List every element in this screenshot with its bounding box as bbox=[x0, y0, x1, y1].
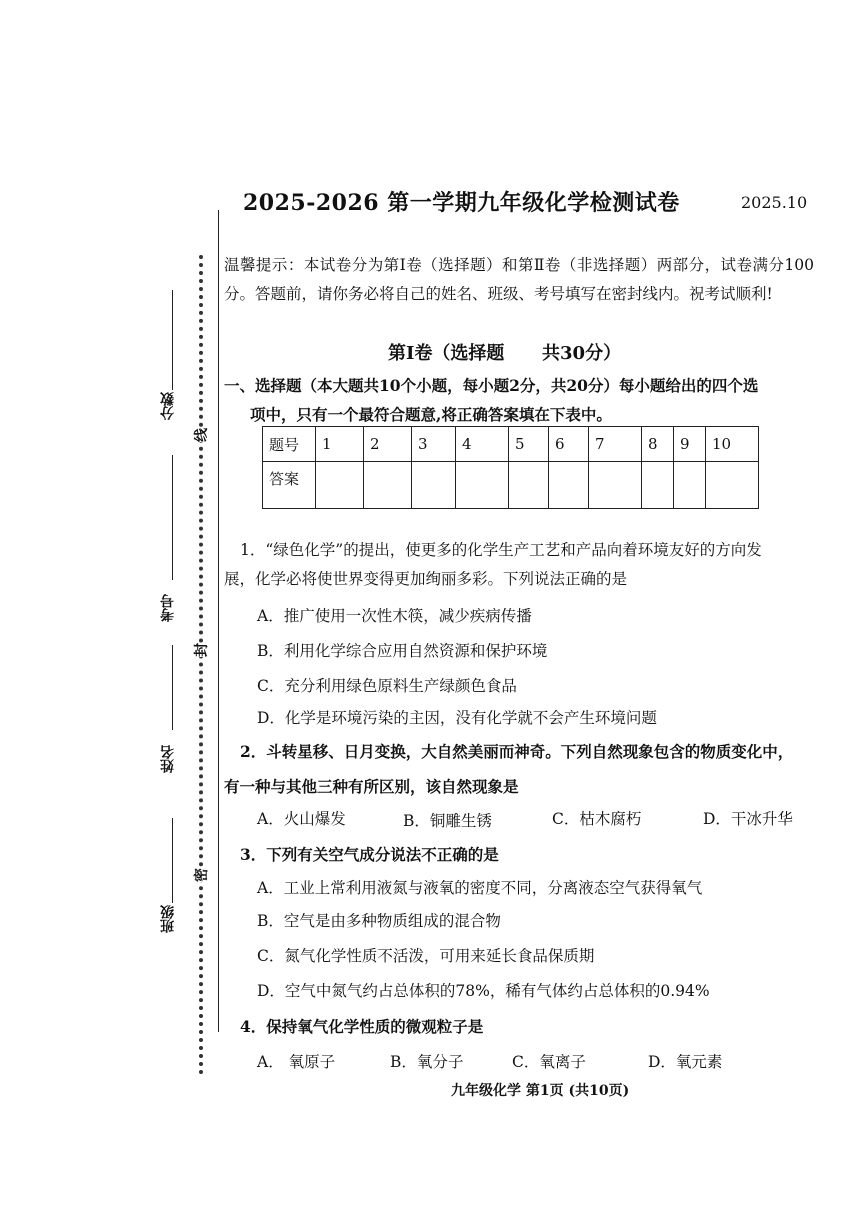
answer-cell[interactable] bbox=[509, 462, 549, 509]
score-label: 分数 bbox=[160, 392, 176, 420]
question-3-option-b: B．空气是由多种物质组成的混合物 bbox=[257, 912, 501, 930]
exam-notice: 温馨提示：本试卷分为第Ⅰ卷（选择题）和第Ⅱ卷（非选择题）两部分，试卷满分100分。答题前，请你务必将自己的姓名、班级、考号填写在密封线内。祝考试顺利! bbox=[224, 256, 814, 303]
section-heading: 第Ⅰ卷（选择题 共30分） bbox=[388, 343, 622, 364]
answer-cell[interactable] bbox=[412, 462, 456, 509]
answer-cell[interactable] bbox=[549, 462, 589, 509]
question-3-option-a: A．工业上常利用液氮与液氧的密度不同，分离液态空气获得氧气 bbox=[257, 879, 703, 897]
question-2-option-d: D．干冰升华 bbox=[703, 810, 793, 828]
question-number-cell: 10 bbox=[706, 427, 759, 462]
answer-cell[interactable] bbox=[589, 462, 642, 509]
question-number-label: 题号 bbox=[263, 427, 316, 462]
name-label: 姓名 bbox=[160, 745, 176, 773]
question-number-cell: 3 bbox=[412, 427, 456, 462]
answer-cell[interactable] bbox=[364, 462, 412, 509]
question-number-cell: 8 bbox=[642, 427, 674, 462]
exam-number-blank-line bbox=[172, 455, 173, 580]
answer-cell[interactable] bbox=[674, 462, 706, 509]
answer-cell[interactable] bbox=[706, 462, 759, 509]
question-number-cell: 6 bbox=[549, 427, 589, 462]
question-number-cell: 9 bbox=[674, 427, 706, 462]
question-1-option-b: B．利用化学综合应用自然资源和保护环境 bbox=[257, 642, 548, 660]
question-number-cell: 2 bbox=[364, 427, 412, 462]
question-2-stem-line-2: 有一种与其他三种有所区别，该自然现象是 bbox=[224, 777, 519, 796]
question-1-stem-line-1: 1．“绿色化学”的提出，使更多的化学生产工艺和产品向着环境友好的方向发 bbox=[240, 541, 762, 559]
exam-number-label: 考号 bbox=[160, 594, 176, 622]
question-1-option-c: C．充分利用绿色原料生产绿颜色食品 bbox=[257, 677, 517, 695]
question-number-cell: 5 bbox=[509, 427, 549, 462]
exam-date: 2025.10 bbox=[741, 193, 808, 212]
question-2-option-a: A．火山爆发 bbox=[257, 810, 346, 828]
exam-title: 2025-2026 第一学期九年级化学检测试卷 bbox=[243, 190, 680, 216]
question-1-option-d: D．化学是环境污染的主因，没有化学就不会产生环境问题 bbox=[257, 709, 657, 727]
answer-cell[interactable] bbox=[316, 462, 364, 509]
seal-char-xian: 线 bbox=[191, 428, 211, 442]
page-footer: 九年级化学 第1页 (共10页) bbox=[451, 1083, 630, 1099]
question-3-option-c: C．氮气化学性质不活泼，可用来延长食品保质期 bbox=[257, 947, 595, 965]
answer-cell[interactable] bbox=[456, 462, 509, 509]
question-number-cell: 4 bbox=[456, 427, 509, 462]
question-3-stem: 3．下列有关空气成分说法不正确的是 bbox=[240, 845, 499, 864]
question-4-option-a: A． 氧原子 bbox=[257, 1053, 336, 1071]
instructions-line-2: 项中，只有一个最符合题意,将正确答案填在下表中。 bbox=[250, 405, 612, 424]
name-blank-line bbox=[172, 645, 173, 730]
answer-table-header-row bbox=[263, 427, 759, 462]
seal-char-feng: 封 bbox=[191, 643, 211, 657]
question-1-stem-line-2: 展，化学必将使世界变得更加绚丽多彩。下列说法正确的是 bbox=[224, 570, 628, 588]
seal-char-mi: 密 bbox=[191, 868, 211, 882]
answer-cell[interactable] bbox=[642, 462, 674, 509]
question-number-cell: 7 bbox=[589, 427, 642, 462]
section-instructions bbox=[224, 371, 814, 429]
question-4-option-d: D．氧元素 bbox=[648, 1053, 723, 1071]
question-number-cell: 1 bbox=[316, 427, 364, 462]
question-2-stem-line-1: 2．斗转星移、日月变换，大自然美丽而神奇。下列自然现象包含的物质变化中， bbox=[240, 742, 794, 761]
question-4-option-c: C．氧离子 bbox=[512, 1053, 586, 1071]
class-label: 班级 bbox=[160, 905, 176, 933]
answer-table-answer-row bbox=[263, 462, 759, 509]
question-1-option-a: A．推广使用一次性木筷，减少疾病传播 bbox=[257, 607, 532, 625]
answer-label: 答案 bbox=[263, 462, 316, 509]
instructions-line-1: 一、选择题（本大题共10个小题，每小题2分，共20分）每小题给出的四个选 bbox=[224, 376, 759, 395]
class-blank-line bbox=[172, 818, 173, 903]
binding-line bbox=[218, 210, 219, 1032]
question-2-option-c: C．枯木腐朽 bbox=[552, 810, 642, 828]
question-3-option-d: D．空气中氮气约占总体积的78%，稀有气体约占总体积的0.94% bbox=[257, 982, 710, 1000]
score-blank-line bbox=[172, 290, 173, 390]
seal-dotted-line bbox=[199, 255, 203, 1075]
question-4-stem: 4．保持氧气化学性质的微观粒子是 bbox=[240, 1017, 484, 1036]
question-2-option-b: B．铜雕生锈 bbox=[403, 812, 492, 830]
answer-table bbox=[262, 426, 759, 509]
question-4-option-b: B．氧分子 bbox=[390, 1053, 464, 1071]
